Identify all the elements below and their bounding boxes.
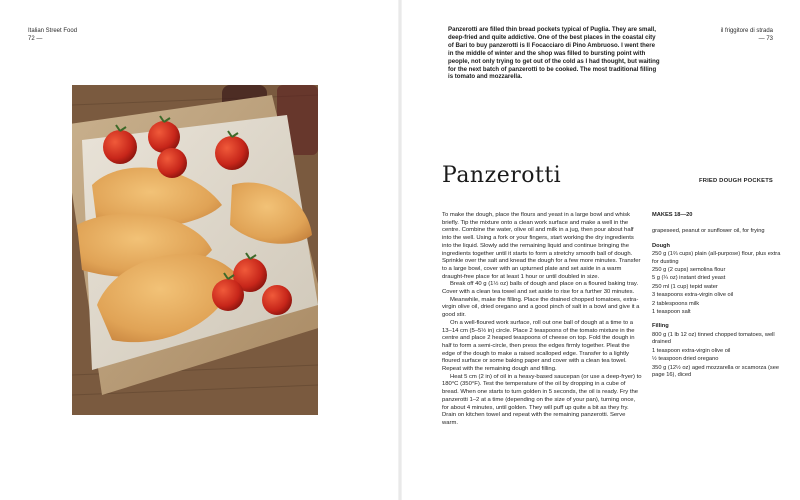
right-page-number: — 73 xyxy=(758,36,773,42)
ingredient-item: 3 teaspoons extra-virgin olive oil xyxy=(652,292,734,299)
recipe-title: Panzerotti xyxy=(442,163,562,188)
ingredient-item: 1 teaspoon extra-virgin olive oil xyxy=(652,347,731,354)
ingredient-item: 350 g (12½ oz) aged mozzarella or scamorza (see page 16), diced xyxy=(652,364,780,378)
ingredient-item: 800 g (1 lb 12 oz) tinned chopped tomatoes, well drained xyxy=(652,331,775,346)
left-page-number: 72 — xyxy=(28,36,43,42)
ingredient-group-title: Filling xyxy=(652,323,669,330)
panzerotti-photo xyxy=(72,85,318,415)
method-column xyxy=(442,212,642,428)
right-page xyxy=(400,0,800,500)
ingredient-group-dough xyxy=(652,243,782,317)
yield: MAKES 18—20 xyxy=(652,212,693,218)
ingredient-item: 250 g (1⅔ cups) plain (all-purpose) flour, plus extra for dusting xyxy=(652,251,781,265)
right-running-head xyxy=(721,27,773,43)
method-paragraph: On a well-floured work surface, roll out one ball of dough at a time to a 13–14 cm (5–5½ in) circle. Place 2 teaspoons of the tomato mixture in the centre and place 2 heaped teaspoons of cheese on top. Fold the dough in half to form a semi-circle, then press the edges firmly together. Pleat the edge of the dough to make a raised scalloped edge. Transfer to a lightly floured surface or some baking paper and cover with a clean tea towel. Repeat with the remaining dough and filling. xyxy=(442,319,635,373)
left-running-head xyxy=(28,27,77,43)
ingredient-group-title: Dough xyxy=(652,242,671,249)
ingredient-list xyxy=(652,251,782,316)
ingredient-item: 250 g (2 cups) semolina flour xyxy=(652,267,726,274)
method-paragraph: Break off 40 g (1½ oz) balls of dough and place on a floured baking tray. Cover with a clean tea towel and set aside to rise for a further 30 minutes. xyxy=(442,281,639,296)
method-paragraph: To make the dough, place the flours and yeast in a large bowl and whisk briefly. Tip the mixture onto a clean work surface and make a well in the centre. Combine the water, olive oil and milk in a jug, then pour about half into the well. Using a fork or your fingers, start working the dry ingredients into the liquid. Slowly add the remaining liquid and continue bringing the ingredients together until it starts to form a stretchy smooth ball of dough. Sprinkle over the salt and knead the dough for a few more minutes. Transfer to a large bowl, cover with an upturned plate and set aside in a warm draught-free place for at least 1 hour or until doubled in size. xyxy=(442,212,641,280)
ingredient-list xyxy=(652,332,782,379)
recipe-subtitle: FRIED DOUGH POCKETS xyxy=(698,178,773,184)
ingredient-item: 5 g (¼ oz) instant dried yeast xyxy=(652,275,726,282)
ingredient-item: 1 teaspoon salt xyxy=(652,309,691,316)
method-paragraph: Heat 5 cm (2 in) of oil in a heavy-based saucepan (or use a deep-fryer) to 180°C (350°F). Test the temperature of the oil by dropping in a cube of bread. When one starts to turn golden in 5 seconds, the oil is ready. Fry the panzerotti 1–2 at a time (depending on the size of your pan), turning once, for about 4 minutes, until golden. They will puff up quite a bit as they fry. Drain on kitchen towel and repeat with the remaining panzerotti. Serve warm. xyxy=(442,373,642,426)
ingredient-item: 250 ml (1 cup) tepid water xyxy=(652,283,718,290)
recipe-intro: Panzerotti are filled thin bread pockets typical of Puglia. They are small, deep-fried and quite addictive. One of the best places in the coastal city of Bari to buy panzerotti is Il Focacciaro di Pino Ambruoso. I went there in the middle of winter and the shop was filled to bursting point with people, not only trying to get out of the cold as I had thought, but waiting for the next batch of panzerotti to be cooked. The most traditional filling is tomato and mozzarella. xyxy=(448,26,660,81)
ingredient-item: ½ teaspoon dried oregano xyxy=(652,356,719,363)
ingredient-group-filling xyxy=(652,323,782,379)
book-title: Italian Street Food xyxy=(28,28,78,34)
ingredient-item: 2 tablespoons milk xyxy=(652,300,700,307)
ingredients-column xyxy=(652,212,782,386)
method-paragraph: Meanwhile, make the filling. Place the drained chopped tomatoes, extra-virgin olive oil, dried oregano and a good pinch of salt in a bowl and give it a good stir. xyxy=(442,296,640,319)
chapter-title: il friggitore di strada xyxy=(720,28,773,34)
frying-oil-item: grapeseed, peanut or sunflower oil, for frying xyxy=(652,228,765,235)
